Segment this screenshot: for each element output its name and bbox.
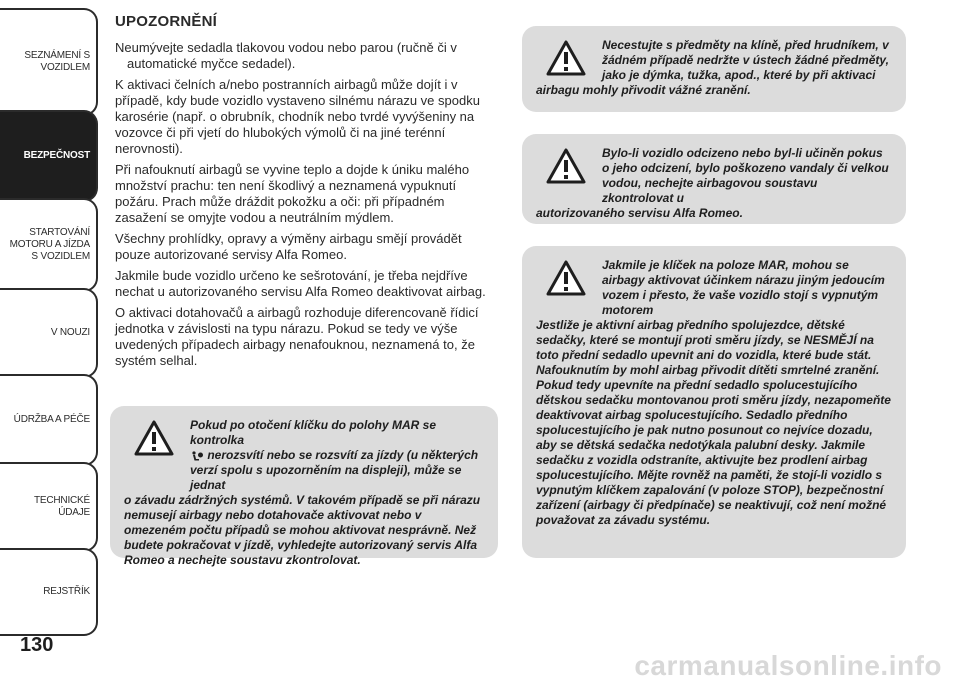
paragraph: Všechny prohlídky, opravy a výměny airbagu smějí provádět pouze autorizované servisy Alfa Romeo. bbox=[115, 231, 462, 262]
paragraph: Při nafouknutí airbagů se vyvine teplo a dojde k úniku malého množství prachu: ten není škodlivý a neznamená vypuknutí požáru. Prach může dráždit pokožku a oči: při případném zasažení se omyjte vodou a neutrálním mýdlem. bbox=[115, 162, 470, 225]
section-tabs bbox=[0, 0, 100, 640]
paragraph: Neumývejte sedadla tlakovou vodou nebo parou (ručně či v automatické myčce sedadel). bbox=[115, 40, 457, 71]
warning-body: Jestliže je aktivní airbag předního spolujezdce, dětské sedačky, které se montují proti směru jízdy, se NESMĚJÍ na toto přední sedadlo upevnit ani do vozidla, které bude stát. Nafouknutím by mohl airbag přivodit dítěti smrtelné zranění. Pokud tedy upevníte na přední sedadlo spolucestujícího dětskou sedačku montovanou proti směru jízdy, nezapomeňte deaktivovat airbag spolucestujícího. Sedadlo předního spolucestujícího je pak nutno posunout co nejvíce dozadu, aby se dětská sedačka nedotýkala palubní desky. Jakmile sedačku z vozidla odstraníte, aktivujte bez prodlení airbag spolucestujícího. Mějte rovněž na paměti, že stojí-li vozidlo s vypnutým klíčkem zapalování (v poloze STOP), bezpečnostní zařízení (airbagy či předpínače) se neaktivují, což není možné považovat za závadu systému. bbox=[536, 318, 891, 527]
tab-v-nouzi[interactable]: V NOUZI bbox=[0, 288, 98, 378]
warning-triangle-icon bbox=[546, 148, 586, 184]
warning-lead: Necestujte s předměty na klíně, před hrudníkem, v žádném případě nedržte v ústech žádné předměty, jako je dýmka, tužka, apod., které by při aktivaci bbox=[602, 38, 889, 82]
tab-udrzba[interactable]: ÚDRŽBA A PÉČE bbox=[0, 374, 98, 466]
warning-triangle-icon bbox=[546, 260, 586, 296]
warning-lead-1: Pokud po otočení klíčku do polohy MAR se kontrolka bbox=[190, 418, 437, 447]
warning-box-airbag-light bbox=[110, 406, 498, 567]
tab-rejstrik[interactable]: REJSTŘÍK bbox=[0, 548, 98, 636]
warning-lead: Jakmile je klíček na poloze MAR, mohou se airbagy aktivovat účinkem nárazu jiným jedoucím vozem i přesto, že vaše vozidlo stojí s vypnutým motorem bbox=[602, 258, 885, 317]
warning-box-child-seat bbox=[522, 246, 906, 558]
warning-triangle-icon bbox=[546, 40, 586, 76]
warning-box-objects bbox=[522, 26, 906, 112]
watermark: carmanualsonline.info bbox=[634, 650, 942, 681]
paragraph: K aktivaci čelních a/nebo postranních airbagů může dojít i v případě, kdy bude vozidlo vystaveno silnému nárazu ve spodku karosérie (např. o obrubník, chodník nebo tvrdé vyvýšeniny na vozovce či při vjetí do hlubokých výmolů či na jiné terénní nerovnosti). bbox=[115, 77, 480, 156]
warning-lead-2: nerozsvítí nebo se rozsvítí za jízdy (u některých verzí spolu s upozorněním na displeji), může se jednat bbox=[190, 448, 479, 492]
warning-body: airbagu mohly přivodit vážné zranění. bbox=[536, 83, 751, 97]
paragraph: Jakmile bude vozidlo určeno ke sešrotování, je třeba nejdříve nechat u autorizovaného servisu Alfa Romeo deaktivovat airbag. bbox=[115, 268, 486, 299]
page-number: 130 bbox=[20, 634, 54, 656]
paragraph: O aktivaci dotahovačů a airbagů rozhoduje diferencovaně řídicí jednotka v závislosti na typu nárazu. Pokud se tedy ve výše uvedených případech airbagy nenafouknou, neznamená to, že systém selhal. bbox=[115, 305, 479, 368]
warning-lead: Bylo-li vozidlo odcizeno nebo byl-li učiněn pokus o jeho odcizení, bylo poškozeno vandaly či velkou vodou, nechejte airbagovou soustavu zkontrolovat u bbox=[602, 146, 889, 205]
warning-body: o závadu zádržných systémů. V takovém případě se při nárazu nemusejí airbagy nebo dotahovače aktivovat nebo v omezeném počtu případů se mohou aktivovat nesprávně. Než budete pokračovat v jízdě, vyhledejte autorizovaný servis Alfa Romeo a nechejte soustavu zkontrolovat. bbox=[124, 493, 481, 567]
warning-body: autorizovaného servisu Alfa Romeo. bbox=[536, 206, 743, 220]
tab-bezpecnost[interactable]: BEZPEČNOST bbox=[0, 110, 98, 202]
left-column bbox=[115, 14, 500, 374]
section-heading: UPOZORNĚNÍ bbox=[115, 13, 218, 30]
tab-technicke-udaje[interactable]: TECHNICKÉ ÚDAJE bbox=[0, 462, 98, 552]
warning-box-theft bbox=[522, 134, 906, 224]
warning-triangle-icon bbox=[134, 420, 174, 456]
airbag-warning-light-icon bbox=[190, 451, 204, 461]
tab-startovani[interactable]: STARTOVÁNÍ MOTORU A JÍZDA S VOZIDLEM bbox=[0, 198, 98, 292]
tab-seznameni[interactable]: SEZNÁMENÍ S VOZIDLEM bbox=[0, 8, 98, 116]
